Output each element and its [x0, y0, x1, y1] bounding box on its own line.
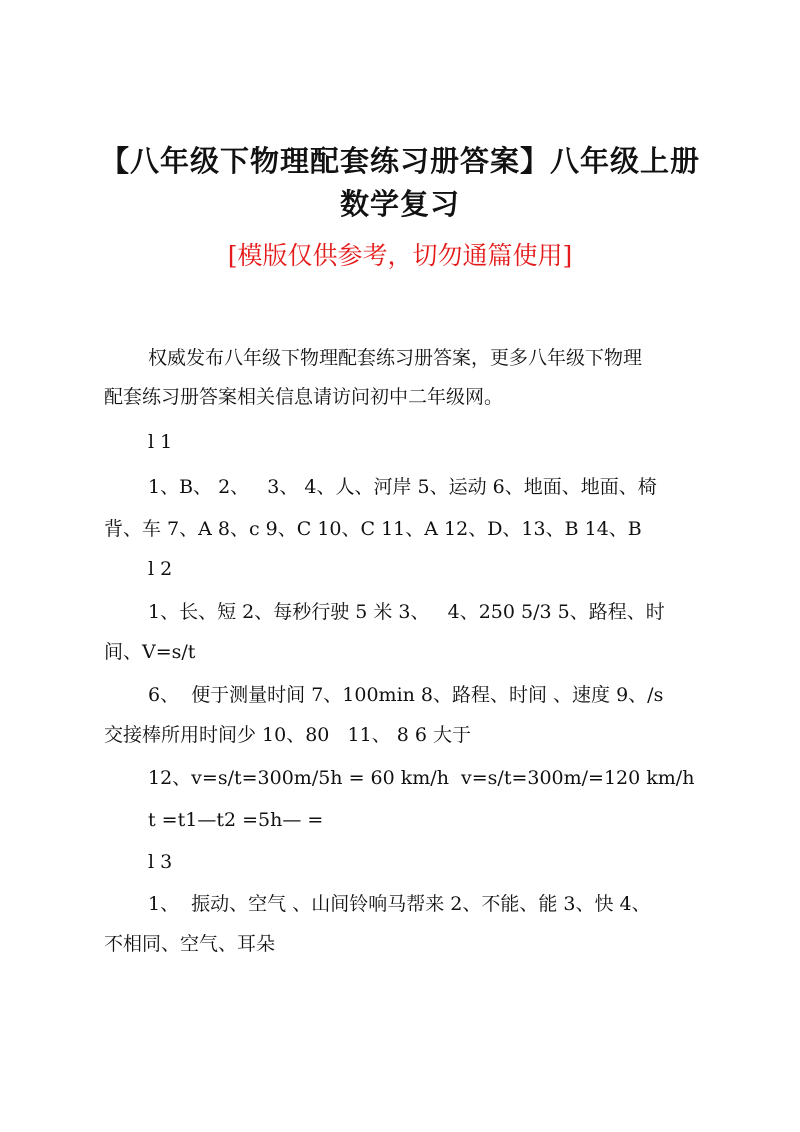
document-title [100, 140, 700, 226]
section-heading: l 3 [148, 851, 173, 873]
answer-line: 12、v=s/t=300m/5h = 60 km/h v=s/t=300m/=120 km/h [148, 767, 695, 789]
template-notice: [模版仅供参考，切勿通篇使用] [227, 241, 573, 270]
answer-line: 1、长、短 2、每秒行驶 5 米 3、 4、250 5/3 5、路程、时 [148, 601, 665, 623]
title-line-1: 【八年级下物理配套练习册答案】八年级上册 [100, 144, 701, 178]
paragraph-line: 配套练习册答案相关信息请访问初中二年级网。 [104, 386, 504, 408]
answer-line: 背、车 7、A 8、c 9、C 10、C 11、A 12、D、13、B 14、B [104, 518, 642, 540]
answer-line: 间、V=s/t [104, 641, 196, 663]
answer-line: 1、B、 2、 3、 4、人、河岸 5、运动 6、地面、地面、椅 [148, 476, 657, 498]
paragraph-line: 权威发布八年级下物理配套练习册答案，更多八年级下物理 [148, 347, 643, 369]
answer-line: 6、 便于测量时间 7、100min 8、路程、时间 、速度 9、/s [148, 684, 664, 706]
section-heading: l 2 [148, 558, 173, 580]
answer-line: t =t1—t2 =5h— = [148, 809, 324, 831]
answer-line: 1、 振动、空气 、山间铃响马帮来 2、不能、能 3、快 4、 [148, 893, 651, 915]
answer-line: 不相同、空气、耳朵 [104, 933, 276, 955]
section-heading: l 1 [148, 431, 173, 453]
answer-line: 交接棒所用时间少 10、80 11、 8 6 大于 [104, 724, 471, 746]
title-line-2: 数学复习 [339, 187, 460, 221]
